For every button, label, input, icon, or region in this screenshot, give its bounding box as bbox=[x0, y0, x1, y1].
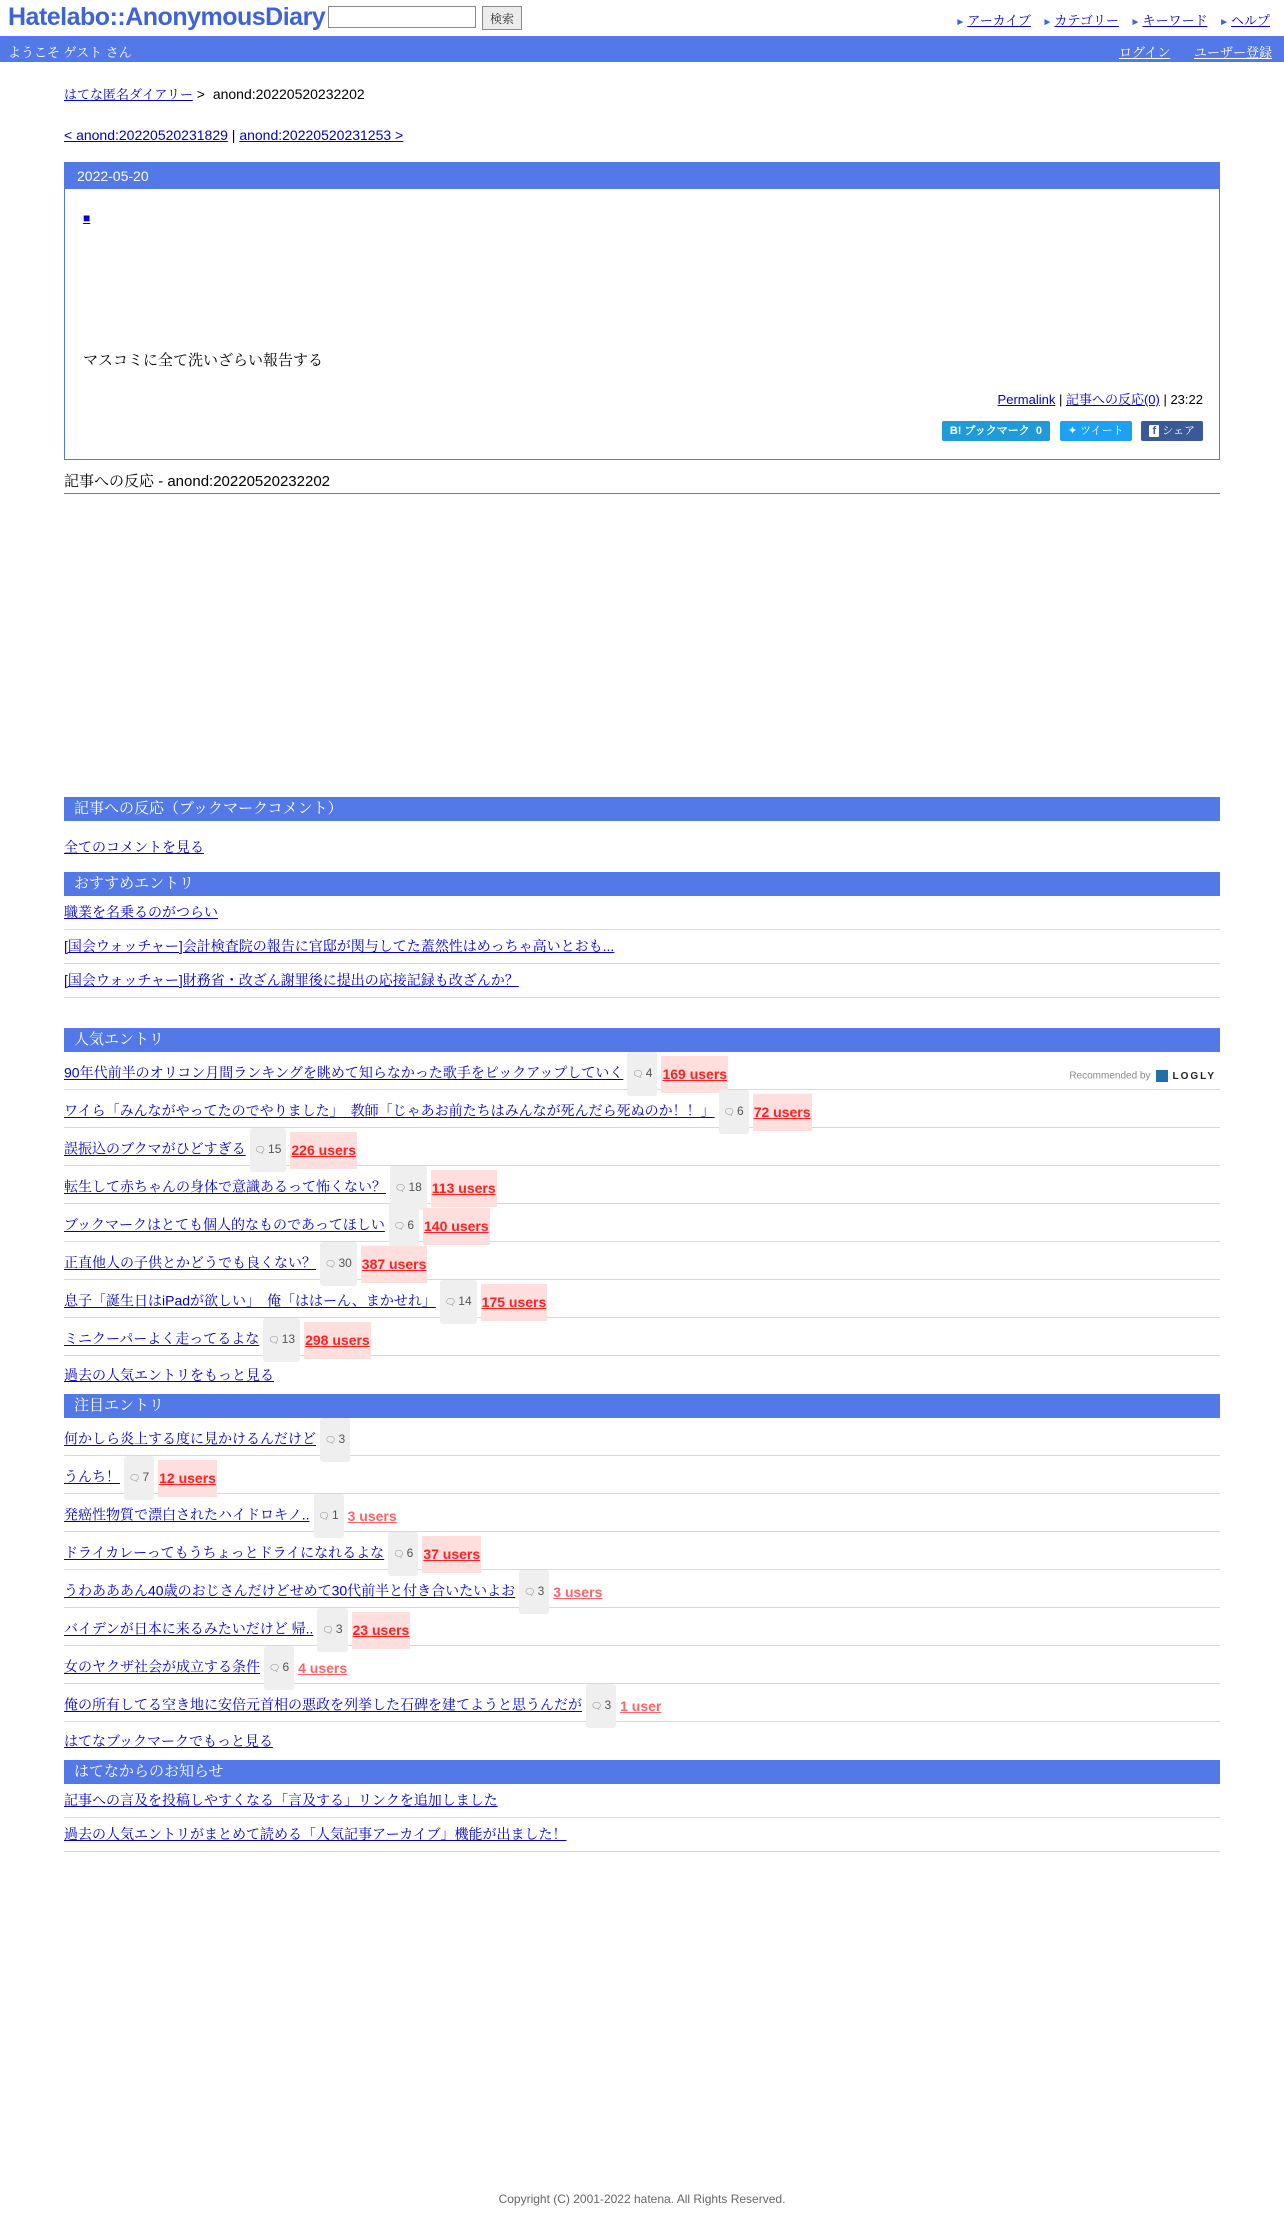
prev-next-nav bbox=[64, 127, 403, 143]
comment-count-value: 6 bbox=[406, 1546, 414, 1560]
comment-icon: 🗨 bbox=[395, 1183, 407, 1193]
comment-icon: 🗨 bbox=[269, 1663, 281, 1673]
bookmark-users-link[interactable]: 140 users bbox=[423, 1208, 490, 1245]
breadcrumb bbox=[64, 84, 365, 103]
comment-count-value: 7 bbox=[142, 1470, 150, 1484]
breadcrumb-home[interactable]: はてな匿名ダイアリー bbox=[64, 87, 193, 102]
bookmark-users-link[interactable]: 226 users bbox=[290, 1132, 357, 1169]
comment-count-value: 18 bbox=[408, 1180, 422, 1194]
bookmark-comments-header: 記事への反応（ブックマークコメント） bbox=[64, 797, 1220, 821]
bookmark-users-link[interactable]: 72 users bbox=[753, 1094, 812, 1131]
hatena-bookmark-button[interactable] bbox=[942, 421, 1050, 441]
recommended-by-label: Recommended by bbox=[1069, 1070, 1151, 1082]
recommended-link[interactable]: 職業を名乗るのがつらい bbox=[64, 904, 218, 920]
all-comments-link[interactable]: 全てのコメントを見る bbox=[64, 839, 204, 855]
recommended-header: おすすめエントリ bbox=[64, 872, 1220, 896]
facebook-share-button[interactable] bbox=[1141, 421, 1203, 441]
comment-icon: 🗨 bbox=[524, 1587, 536, 1597]
attention-item bbox=[64, 1684, 1220, 1722]
comment-count-value: 3 bbox=[537, 1584, 545, 1598]
attention-header: 注目エントリ bbox=[64, 1394, 1220, 1418]
popular-item bbox=[64, 1128, 1220, 1166]
day-entry-box bbox=[64, 162, 1220, 460]
comment-icon: 🗨 bbox=[318, 1511, 330, 1521]
comment-count-value: 30 bbox=[338, 1256, 352, 1270]
comment-icon: 🗨 bbox=[591, 1701, 603, 1711]
recommended-item bbox=[64, 964, 1220, 998]
bookmark-users-link[interactable]: 4 users bbox=[298, 1659, 348, 1676]
facebook-share-label: シェア bbox=[1162, 425, 1195, 437]
popular-entry-link[interactable]: 90年代前半のオリコン月間ランキングを眺めて知らなかった歌手をピックアップしていく bbox=[64, 1064, 624, 1081]
entry-body: マスコミに全て洗いざらい報告する bbox=[83, 352, 324, 369]
popular-item bbox=[64, 1052, 1220, 1090]
recommended-section bbox=[64, 872, 1220, 998]
welcome-text: ようこそ ゲスト さん bbox=[8, 45, 132, 60]
popular-more-row bbox=[64, 1356, 1220, 1394]
attention-entry-link[interactable]: ドライカレーってもうちょっとドライになれるよな bbox=[64, 1544, 385, 1561]
popular-item bbox=[64, 1242, 1220, 1280]
popular-entry-link[interactable]: 息子「誕生日はiPadが欲しい」 俺「ははーん、まかせれ」 bbox=[64, 1292, 436, 1309]
popular-item bbox=[64, 1204, 1220, 1242]
popular-entry-link[interactable]: 転生して赤ちゃんの身体で意識あるって怖くない？ bbox=[64, 1178, 386, 1195]
news-section bbox=[64, 1760, 1220, 1852]
comment-count-value: 13 bbox=[281, 1332, 296, 1346]
attention-item bbox=[64, 1532, 1220, 1570]
bookmark-users-link[interactable]: 387 users bbox=[361, 1246, 428, 1283]
news-item bbox=[64, 1784, 1220, 1818]
top-nav bbox=[955, 10, 1270, 29]
news-item bbox=[64, 1818, 1220, 1852]
popular-entry-link[interactable]: 誤振込のブクマがひどすぎる bbox=[64, 1140, 246, 1157]
prev-entry-link[interactable]: < anond:20220520231829 bbox=[64, 127, 228, 143]
attention-item bbox=[64, 1494, 1220, 1532]
comment-icon: 🗨 bbox=[254, 1145, 267, 1155]
recommended-item bbox=[64, 896, 1220, 930]
comment-icon: 🗨 bbox=[723, 1107, 736, 1117]
recommended-item bbox=[64, 930, 1220, 964]
attention-more-row bbox=[64, 1722, 1220, 1760]
user-bar bbox=[0, 36, 1284, 62]
register-link[interactable]: ユーザー登録 bbox=[1193, 45, 1272, 60]
breadcrumb-current: anond:20220520232202 bbox=[212, 86, 365, 102]
prev-next-separator: | bbox=[231, 127, 236, 143]
popular-entry-link[interactable]: ミニクーパーよく走ってるよな bbox=[64, 1330, 260, 1347]
attention-entry-link[interactable]: 俺の所有してる空き地に安倍元首相の悪政を列挙した石碑を建てようと思うんだが bbox=[64, 1696, 582, 1713]
news-header: はてなからのお知らせ bbox=[64, 1760, 1220, 1784]
attention-item bbox=[64, 1646, 1220, 1684]
reactions-link[interactable]: 記事への反応(0) bbox=[1065, 392, 1160, 407]
comment-icon: 🗨 bbox=[393, 1549, 405, 1559]
site-logo[interactable]: Hatelabo::AnonymousDiary bbox=[8, 3, 326, 31]
share-buttons bbox=[936, 421, 1203, 441]
comment-count-value: 1 bbox=[331, 1508, 339, 1522]
bookmark-users-link[interactable]: 175 users bbox=[481, 1284, 548, 1321]
attention-entry-link[interactable]: うんち！ bbox=[64, 1468, 120, 1485]
nav-help[interactable]: ヘルプ bbox=[1230, 13, 1270, 28]
popular-entry-link[interactable]: ワイら「みんながやってたのでやりました」 教師「じゃあお前たちはみんなが死んだら死ぬのか！！」 bbox=[64, 1102, 715, 1119]
comment-count-value: 14 bbox=[458, 1294, 472, 1308]
popular-header: 人気エントリ bbox=[64, 1028, 1220, 1052]
hatena-bookmark-label: B! ブックマーク bbox=[949, 425, 1030, 437]
hatena-bookmark-count: 0 bbox=[1035, 425, 1042, 437]
comment-count-value: 15 bbox=[268, 1142, 282, 1156]
twitter-bird-icon: ✦ bbox=[1067, 425, 1078, 437]
tweet-button[interactable] bbox=[1060, 421, 1132, 441]
day-date-header: 2022-05-20 bbox=[65, 163, 1219, 189]
arrow-icon: ► bbox=[1042, 17, 1053, 28]
bookmark-users-link[interactable]: 37 users bbox=[422, 1536, 481, 1573]
attention-item bbox=[64, 1608, 1220, 1646]
comment-count-value: 6 bbox=[737, 1104, 744, 1118]
attention-item bbox=[64, 1570, 1220, 1608]
bookmark-users-link[interactable]: 298 users bbox=[304, 1322, 371, 1359]
permalink[interactable]: Permalink bbox=[997, 392, 1056, 407]
attention-item bbox=[64, 1418, 1220, 1456]
comment-count-value: 3 bbox=[604, 1698, 612, 1712]
comment-icon: 🗨 bbox=[129, 1473, 141, 1483]
comment-count-value: 6 bbox=[407, 1218, 415, 1232]
bookmark-users-link[interactable]: 3 users bbox=[347, 1507, 397, 1524]
popular-section bbox=[64, 1028, 1220, 1394]
arrow-icon: ► bbox=[955, 17, 966, 28]
attention-section bbox=[64, 1394, 1220, 1760]
attention-item bbox=[64, 1456, 1220, 1494]
entry-anchor-square[interactable]: ■ bbox=[83, 211, 91, 225]
recommended-link[interactable]: [国会ウォッチャー]会計検査院の報告に官邸が関与してた蓋然性はめっちゃ高いとおも... bbox=[64, 938, 615, 954]
attention-entry-link[interactable]: バイデンが日本に来るみたいだけど 帰.. bbox=[64, 1620, 314, 1637]
comment-icon: 🗨 bbox=[444, 1297, 457, 1307]
arrow-icon: ► bbox=[1130, 17, 1141, 28]
attention-entry-link[interactable]: うわあああん40歳のおじさんだけどせめて30代前半と付き合いたいよお bbox=[64, 1582, 516, 1599]
popular-entry-link[interactable]: ブックマークはとても個人的なものであってほしい bbox=[64, 1216, 385, 1233]
popular-entry-link[interactable]: 正直他人の子供とかどうでも良くない？ bbox=[64, 1254, 316, 1271]
recommended-link[interactable]: [国会ウォッチャー]財務省・改ざん謝罪後に提出の応接記録も改ざんか？ bbox=[64, 972, 519, 988]
search-button[interactable]: 検索 bbox=[482, 6, 522, 30]
comment-count-value: 6 bbox=[282, 1660, 290, 1674]
popular-more-link[interactable]: 過去の人気エントリをもっと見る bbox=[64, 1367, 274, 1383]
bookmark-users-link[interactable]: 1 user bbox=[620, 1697, 662, 1714]
nav-category[interactable]: カテゴリー bbox=[1054, 13, 1119, 28]
entry-time: 23:22 bbox=[1170, 392, 1203, 407]
bookmark-users-link[interactable]: 169 users bbox=[661, 1056, 728, 1093]
comment-icon: 🗨 bbox=[632, 1069, 644, 1079]
attention-more-link[interactable]: はてなブックマークでもっと見る bbox=[64, 1733, 274, 1749]
top-header bbox=[0, 0, 1284, 36]
attention-entry-link[interactable]: 何かしら炎上する度に見かけるんだけど bbox=[64, 1430, 316, 1447]
comment-icon: 🗨 bbox=[325, 1435, 337, 1445]
nav-archive[interactable]: アーカイブ bbox=[967, 13, 1031, 28]
bookmark-comments-section bbox=[64, 797, 1220, 857]
popular-item bbox=[64, 1090, 1220, 1128]
login-link[interactable]: ログイン bbox=[1119, 45, 1171, 60]
footer-copyright: Copyright (C) 2001-2022 hatena. All Rights Reserved. bbox=[498, 2192, 786, 2206]
search-input[interactable] bbox=[328, 6, 476, 28]
bookmark-users-link[interactable]: 3 users bbox=[553, 1583, 603, 1600]
attention-entry-link[interactable]: 女のヤクザ社会が成立する条件 bbox=[64, 1658, 260, 1675]
entry-footer: Permalink | 記事への反応(0) | 23:22 bbox=[997, 392, 1203, 407]
next-entry-link[interactable]: anond:20220520231253 > bbox=[239, 127, 404, 143]
comment-count-value: 3 bbox=[338, 1432, 346, 1446]
news-link[interactable]: 過去の人気エントリがまとめて読める「人気記事アーカイブ」機能が出ました！ bbox=[64, 1826, 567, 1842]
logly-logo-text: LOGLY bbox=[1172, 1070, 1216, 1082]
popular-item bbox=[64, 1166, 1220, 1204]
popular-item bbox=[64, 1280, 1220, 1318]
bookmark-users-link[interactable]: 113 users bbox=[431, 1170, 497, 1207]
news-link[interactable]: 記事への言及を投稿しやすくなる「言及する」リンクを追加しました bbox=[64, 1792, 498, 1808]
comment-count-value: 3 bbox=[335, 1622, 343, 1636]
attention-entry-link[interactable]: 発癌性物質で漂白されたハイドロキノ.. bbox=[64, 1506, 310, 1523]
user-links bbox=[1099, 42, 1272, 61]
bookmark-users-link[interactable]: 12 users bbox=[158, 1460, 217, 1497]
arrow-icon: ► bbox=[1219, 17, 1229, 28]
comment-icon: 🗨 bbox=[322, 1625, 334, 1635]
comment-icon: 🗨 bbox=[325, 1259, 337, 1269]
facebook-icon: f bbox=[1149, 425, 1159, 437]
comment-count[interactable] bbox=[263, 1318, 300, 1362]
bookmark-users-link[interactable]: 23 users bbox=[352, 1612, 411, 1649]
comment-icon: 🗨 bbox=[268, 1335, 280, 1345]
comment-count[interactable] bbox=[586, 1684, 616, 1728]
popular-item bbox=[64, 1318, 1220, 1356]
comment-count-value: 4 bbox=[645, 1066, 653, 1080]
breadcrumb-separator: > bbox=[196, 86, 205, 102]
reaction-title: 記事への反応 - anond:20220520232202 bbox=[64, 470, 1220, 494]
tweet-label: ツイート bbox=[1080, 425, 1124, 437]
nav-keyword[interactable]: キーワード bbox=[1142, 13, 1208, 28]
comment-icon: 🗨 bbox=[393, 1221, 406, 1231]
